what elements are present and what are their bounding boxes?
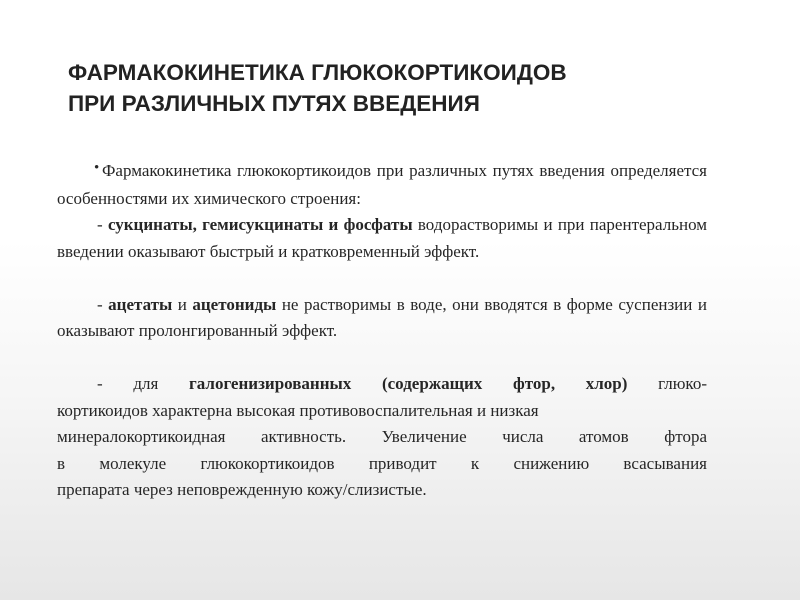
halogenated-line-1	[57, 371, 707, 398]
succinates-bold: сукцинаты, гемисукцинаты и фосфаты	[107, 215, 413, 234]
succinates-rest: водорастворимы и при парентеральном введении оказывают быстрый и кратковременный эффект.	[57, 215, 708, 261]
succinates-paragraph	[57, 212, 707, 265]
halogenated-line-1-rest: глюко-	[627, 374, 707, 393]
slide-title-line-2: ПРИ РАЗЛИЧНЫХ ПУТЯХ ВВЕДЕНИЯ	[68, 91, 480, 116]
halogenated-line-3: минералокортикоидная активность. Увеличение числа атомов фтора	[57, 427, 707, 446]
acetates-rest: не растворимы в воде, они вводятся в форме суспензии и оказывают пролонгированный эффект.	[57, 294, 707, 340]
halogenated-line-2: кортикоидов характерна высокая противовоспалительная и низкая	[57, 400, 539, 420]
acetonides-bold: ацетониды	[192, 294, 277, 314]
paragraph-gap	[57, 345, 707, 372]
halogenated-line-4: в молекуле глюкокортикоидов приводит к снижению всасывания	[57, 453, 707, 473]
bullet-icon: •	[94, 160, 100, 176]
acetates-mid: и	[172, 294, 193, 314]
halogenated-prefix: - для	[97, 374, 190, 393]
acetates-prefix: -	[97, 294, 109, 314]
halogenated-line-5: препарата через неповрежденную кожу/слизистые.	[57, 480, 427, 499]
halogenated-paragraph	[57, 371, 707, 504]
halogenated-bold: галогенизированных (содержащих фтор, хлор)	[189, 374, 628, 393]
paragraph-gap	[57, 265, 707, 292]
intro-text: Фармакокинетика глюкокортикоидов при различных путях введения определяется особенностями их химического строения:	[57, 161, 707, 208]
succinates-prefix: -	[97, 215, 108, 234]
acetates-paragraph	[57, 292, 707, 345]
slide-title-line-1: ФАРМАКОКИНЕТИКА ГЛЮКОКОРТИКОИДОВ	[68, 60, 567, 85]
acetates-bold: ацетаты	[108, 294, 173, 314]
slide-title	[68, 57, 748, 119]
intro-paragraph	[57, 158, 707, 212]
slide-body	[57, 158, 707, 504]
